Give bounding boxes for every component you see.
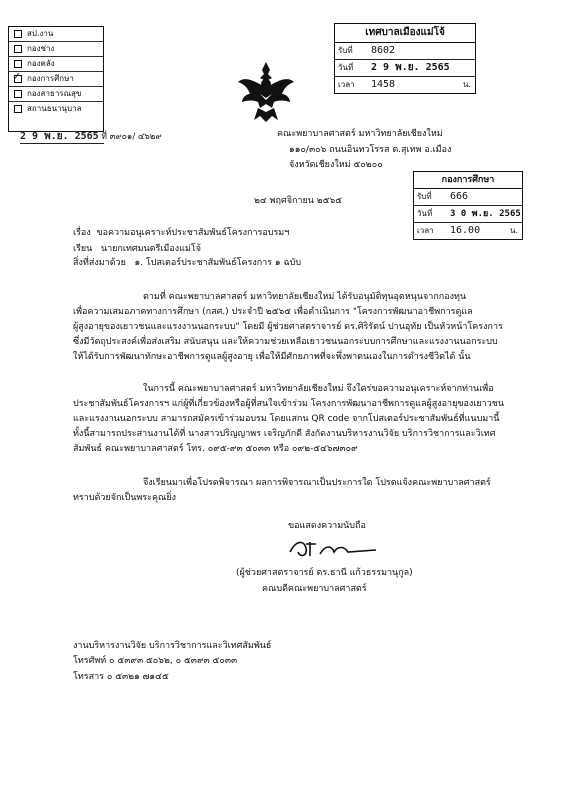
checkmark-icon: ✓	[12, 70, 22, 83]
body-line: ให้ได้รับการพัฒนาทักษะอาชีพการดูแลผู้สูงอายุ เพื่อให้มีศักยภาพที่จะพึ่งพาตนเองในการดำรงชีวิตได้ นั้น	[73, 352, 471, 362]
stamp-title: กองการศึกษา	[414, 172, 522, 189]
stamp-row: รับที่ 666	[414, 189, 522, 206]
checkbox-icon	[14, 90, 22, 98]
checkbox-icon	[14, 105, 22, 113]
body-line: ในการนี้ คณะพยาบาลศาสตร์ มหาวิทยาลัยเชียงใหม่ จึงใคร่ขอความอนุเคราะห์จากท่านเพื่อ	[143, 384, 494, 394]
garuda-emblem-icon	[236, 58, 296, 124]
sender-address-line: ๑๑๐/๓๐๖ ถนนอินทวโรรส ต.สุเทพ อ.เมือง	[289, 145, 452, 155]
body-line: ผู้สูงอายุของเยาวชนและแรงงานนอกระบบ" โดยมี ผู้ช่วยศาสตราจารย์ ดร.ศิริรัตน์ ปานอุทัย เป็นหัวหน้าโครงการ	[73, 322, 503, 332]
checkbox-icon	[14, 45, 22, 53]
stamp-row: รับที่ 8602	[335, 43, 475, 60]
enclosure-line: สิ่งที่ส่งมาด้วย ๑. โปสเตอร์ประชาสัมพันธ์โครงการ ๑ ฉบับ	[73, 258, 302, 268]
body-line: จึงเรียนมาเพื่อโปรดพิจารณา ผลการพิจารณาเป็นประการใด โปรดแจ้งคณะพยาบาลศาสตร์	[143, 478, 491, 488]
signature-icon	[286, 534, 386, 562]
stamp-row: เวลา 1458 น.	[338, 79, 471, 90]
body-line: ซึ่งมีวัตถุประสงค์เพื่อส่งเสริม สนับสนุน และให้ความช่วยเหลือเยาวชนนอกระบบการศึกษาและแรงงานนอกระบบ	[73, 337, 498, 347]
education-receive-stamp	[413, 171, 523, 240]
routing-item[interactable]: ✓ กองการศึกษา	[9, 72, 103, 87]
stamp-row: วันที่ 3 0 พ.ย. 2565	[414, 206, 522, 223]
closing-text: ขอแสดงความนับถือ	[288, 521, 366, 531]
body-line: ตามที่ คณะพยาบาลศาสตร์ มหาวิทยาลัยเชียงใหม่ ได้รับอนุมัติทุนอุดหนุนจากกองทุน	[143, 292, 467, 302]
sender-address-line: คณะพยาบาลศาสตร์ มหาวิทยาลัยเชียงใหม่	[277, 129, 443, 139]
body-line: ประชาสัมพันธ์โครงการฯ แก่ผู้ที่เกี่ยวข้องหรือผู้ที่สนใจเข้าร่วม โครงการพัฒนาอาชีพการดูแลผู้สูงอายุของเยาวชน	[73, 399, 505, 409]
checkbox-icon	[14, 30, 22, 38]
routing-item[interactable]: กองคลัง	[9, 57, 103, 72]
routing-item[interactable]: กองช่าง	[9, 42, 103, 57]
recipient-line: เรียน นายกเทศมนตรีเมืองแม่โจ้	[73, 244, 202, 254]
body-line: และแรงงานนอกระบบ สามารถสมัครเข้าร่วมอบรม โดยแสกน QR code จากโปสเตอร์ประชาสัมพันธ์ที่แนบมานี้	[73, 414, 500, 424]
routing-item[interactable]: กองสาธารณสุข	[9, 87, 103, 102]
checkbox-icon	[14, 60, 22, 68]
routing-box	[8, 26, 104, 132]
body-line: เพื่อความเสมอภาคทางการศึกษา (กสศ.) ประจำปี ๒๕๖๕ เพื่อดำเนินการ "โครงการพัฒนาอาชีพการดูแล	[73, 307, 473, 317]
signer-name: (ผู้ช่วยศาสตราจารย์ ดร.ธานี แก้วธรรมานุกูล)	[236, 568, 413, 578]
stamp-row: เวลา 16.00 น.	[417, 225, 518, 236]
municipality-receive-stamp	[334, 23, 476, 94]
body-line: ทั้งนี้สามารถประสานงานได้ที่ นางสาวปริญญาพร เจริญภักดี สังกัดงานบริหารงานวิจัย บริการวิชาการและวิเทศ	[73, 429, 496, 439]
divider	[20, 143, 104, 144]
routing-item[interactable]: สป.งาน	[9, 27, 103, 42]
footer-fax: โทรสาร ๐ ๕๓๒๑ ๗๑๔๕	[73, 672, 169, 682]
received-number: 2 9 พ.ย. 2565 ที่ ๓๙๐๑/ ๔๖๒๙	[20, 131, 162, 142]
footer-unit: งานบริหารงานวิจัย บริการวิชาการและวิเทศสัมพันธ์	[73, 641, 272, 651]
document-date: ๒๔ พฤศจิกายน ๒๕๖๕	[254, 196, 343, 206]
stamp-row: วันที่ 2 9 พ.ย. 2565	[335, 60, 475, 77]
body-line: สัมพันธ์ คณะพยาบาลศาสตร์ โทร. ๐๙๕-๙๓ ๕๐๓๓ หรือ ๐๙๒-๕๔๖๗๓๐๙	[73, 444, 358, 454]
signer-title: คณบดีคณะพยาบาลศาสตร์	[262, 584, 367, 594]
subject-line: เรื่อง ขอความอนุเคราะห์ประชาสัมพันธ์โครงการอบรมฯ	[73, 228, 290, 238]
routing-item[interactable]: สถานธนานุบาล	[9, 102, 103, 116]
body-line: ทราบด้วยจักเป็นพระคุณยิ่ง	[73, 493, 177, 503]
stamp-title: เทศบาลเมืองแม่โจ้	[335, 24, 475, 43]
sender-address-line: จังหวัดเชียงใหม่ ๕๐๒๐๐	[289, 160, 383, 170]
footer-phone: โทรศัพท์ ๐ ๕๓๙๓ ๕๐๖๒, ๐ ๕๓๙๓ ๕๐๓๓	[73, 656, 238, 666]
